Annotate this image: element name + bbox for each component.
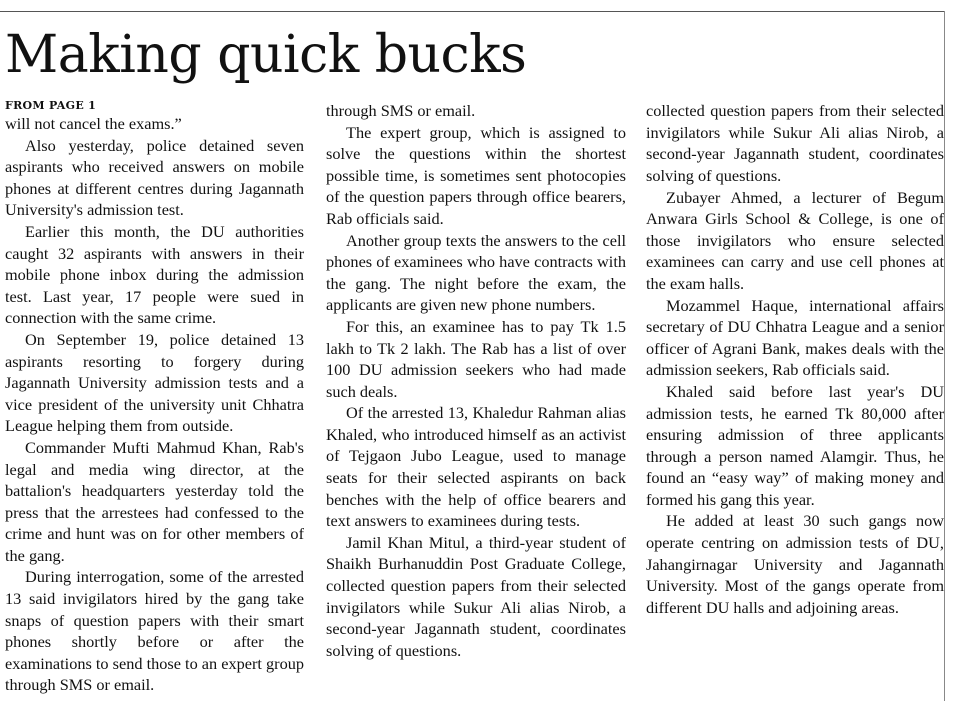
paragraph: Zubayer Ahmed, a lecturer of Begum Anwara Girls School & College, is one of those invigilators who ensure selected examinees can carry and use cell phones at the exam halls. [646,187,944,293]
column-rule [944,11,945,701]
paragraph: The expert group, which is assigned to solve the questions within the shortest possible time, is sometimes sent photocopies of the question papers through office bearers, Rab officials said. [326,122,626,228]
paragraph: For this, an examinee has to pay Tk 1.5 lakh to Tk 2 lakh. The Rab has a list of over 100 DU admission seekers who had made such deals. [326,316,626,401]
column-3 [646,100,944,700]
paragraph: On September 19, police detained 13 aspirants resorting to forgery during Jagannath University admission tests and a vice president of the university unit Chhatra League helping them from outside. [5,329,304,436]
paragraph: Of the arrested 13, Khaledur Rahman alias Khaled, who introduced himself as an activist of Tejgaon Jubo League, used to manage seats for their selected aspirants on back benches with the help of office bearers and text answers to examinees during tests. [326,403,626,531]
paragraph-continued: collected question papers from their selected invigilators while Sukur Ali alias Nirob, a second-year Jagannath student, coordinates solving of questions. [646,101,944,185]
column-1 [5,100,304,700]
paragraph: Jamil Khan Mitul, a third-year student of Shaikh Burhanuddin Post Graduate College, collected question papers from their selected invigilators while Sukur Ali alias Nirob, a second-year Jagannath student, coordinates solving of questions. [326,532,626,660]
top-rule [0,11,944,12]
paragraph: Mozammel Haque, international affairs secretary of DU Chhatra League and a senior officer of Agrani Bank, makes deals with the admission seekers, Rab officials said. [646,295,944,380]
paragraph: Commander Mufti Mahmud Khan, Rab's legal and media wing director, at the battalion's headquarters yesterday told the press that the arrestees had confessed to the crime and hunt was on for other members of the gang. [5,437,304,565]
paragraph: Also yesterday, police detained seven aspirants who received answers on mobile phones at different centres during Jagannath University's admission test. [5,135,304,220]
paragraph-continued: through SMS or email. [326,100,476,120]
headline: Making quick bucks [5,25,527,85]
paragraph: Another group texts the answers to the cell phones of examinees who have contracts with the gang. The night before the exam, the applicants are given new phone numbers. [326,230,626,315]
paragraph: During interrogation, some of the arrested 13 said invigilators hired by the gang take snaps of question papers with their smart phones shortly before or after the examinations to send those to an expert group through SMS or email. [5,567,304,695]
paragraph: Khaled said before last year's DU admission tests, he earned Tk 80,000 after ensuring admission of three applicants through a person named Alamgir. Thus, he found an “easy way” of making money and formed his gang this year. [646,381,944,509]
paragraph: will not cancel the exams.” [5,114,182,133]
kicker: FROM PAGE 1 [5,100,97,112]
paragraph: He added at least 30 such gangs now operate centring on admission tests of DU, Jahangirnagar University and Jagannath University. Most of the gangs operate from different DU halls and adjoining areas. [646,511,944,617]
paragraph: Earlier this month, the DU authorities caught 32 aspirants with answers in their mobile phone inbox during the admission test. Last year, 17 people were sued in connection with the same crime. [5,221,304,328]
column-2 [326,100,626,700]
